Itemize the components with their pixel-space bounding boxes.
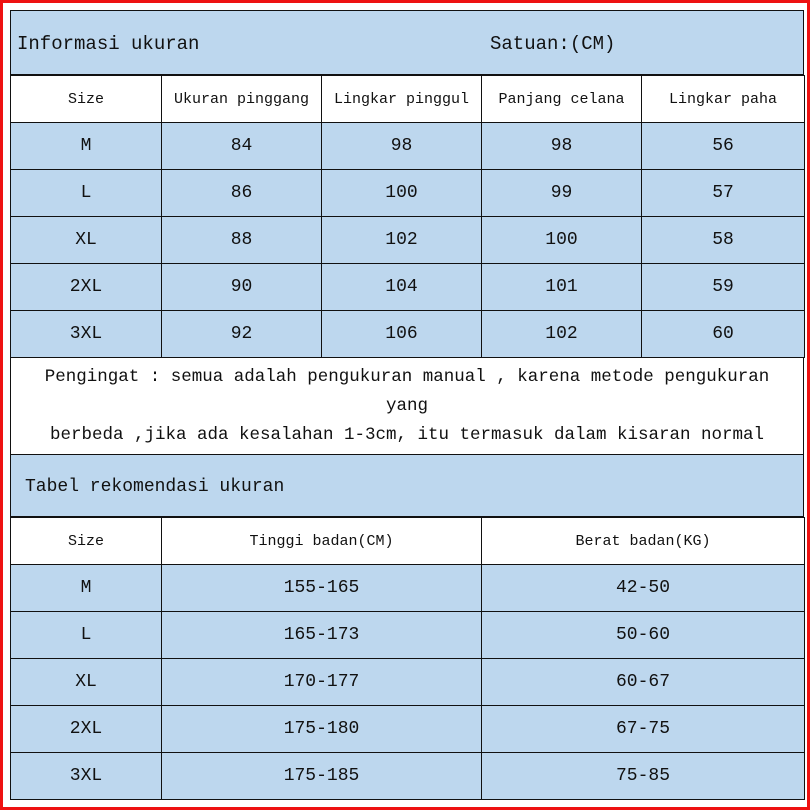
size-cell: L — [11, 170, 162, 217]
value-cell: 60 — [642, 311, 805, 358]
size-cell: M — [11, 565, 162, 612]
recommendation-header-row — [11, 518, 805, 565]
size-cell: XL — [11, 217, 162, 264]
value-cell: 99 — [482, 170, 642, 217]
value-cell: 92 — [162, 311, 322, 358]
table-row — [11, 311, 805, 358]
value-cell: 75-85 — [482, 753, 805, 800]
recommendation-header-cell: Berat badan(KG) — [482, 518, 805, 565]
size-cell: 2XL — [11, 706, 162, 753]
recommendation-header-cell: Size — [11, 518, 162, 565]
value-cell: 84 — [162, 123, 322, 170]
note-line-2: berbeda ,jika ada kesalahan 1-3cm, itu termasuk dalam kisaran normal — [49, 424, 765, 445]
table-row — [11, 217, 805, 264]
size-info-header-cell: Lingkar pinggul — [322, 76, 482, 123]
value-cell: 170-177 — [162, 659, 482, 706]
table-row — [11, 612, 805, 659]
value-cell: 86 — [162, 170, 322, 217]
value-cell: 98 — [482, 123, 642, 170]
table-row — [11, 123, 805, 170]
table-row — [11, 753, 805, 800]
recommendation-title-bar — [10, 455, 804, 517]
size-info-header-cell: Panjang celana — [482, 76, 642, 123]
table-row — [11, 170, 805, 217]
value-cell: 42-50 — [482, 565, 805, 612]
recommendation-table — [10, 517, 805, 800]
value-cell: 100 — [482, 217, 642, 264]
size-info-header-cell: Lingkar paha — [642, 76, 805, 123]
table-row — [11, 659, 805, 706]
table-row — [11, 706, 805, 753]
size-info-title-bar — [10, 10, 804, 75]
value-cell: 98 — [322, 123, 482, 170]
value-cell: 59 — [642, 264, 805, 311]
size-info-header-cell: Size — [11, 76, 162, 123]
size-cell: 3XL — [11, 311, 162, 358]
size-cell: L — [11, 612, 162, 659]
value-cell: 67-75 — [482, 706, 805, 753]
size-cell: 3XL — [11, 753, 162, 800]
value-cell: 104 — [322, 264, 482, 311]
measurement-note — [10, 358, 804, 455]
value-cell: 165-173 — [162, 612, 482, 659]
value-cell: 57 — [642, 170, 805, 217]
value-cell: 88 — [162, 217, 322, 264]
size-cell: M — [11, 123, 162, 170]
size-info-title: Informasi ukuran — [17, 33, 200, 55]
value-cell: 58 — [642, 217, 805, 264]
value-cell: 50-60 — [482, 612, 805, 659]
value-cell: 102 — [322, 217, 482, 264]
recommendation-title: Tabel rekomendasi ukuran — [25, 477, 285, 497]
size-info-table — [10, 75, 805, 358]
size-cell: 2XL — [11, 264, 162, 311]
table-row — [11, 264, 805, 311]
value-cell: 175-180 — [162, 706, 482, 753]
note-line-1: Pengingat : semua adalah pengukuran manual , karena metode pengukuran yang — [44, 366, 770, 416]
recommendation-header-cell: Tinggi badan(CM) — [162, 518, 482, 565]
value-cell: 100 — [322, 170, 482, 217]
value-cell: 102 — [482, 311, 642, 358]
value-cell: 60-67 — [482, 659, 805, 706]
size-info-header-row — [11, 76, 805, 123]
value-cell: 155-165 — [162, 565, 482, 612]
table-row — [11, 565, 805, 612]
value-cell: 90 — [162, 264, 322, 311]
size-info-header-cell: Ukuran pinggang — [162, 76, 322, 123]
unit-label: Satuan:(CM) — [490, 33, 616, 55]
value-cell: 106 — [322, 311, 482, 358]
value-cell: 175-185 — [162, 753, 482, 800]
value-cell: 101 — [482, 264, 642, 311]
size-chart — [10, 10, 804, 804]
value-cell: 56 — [642, 123, 805, 170]
size-cell: XL — [11, 659, 162, 706]
